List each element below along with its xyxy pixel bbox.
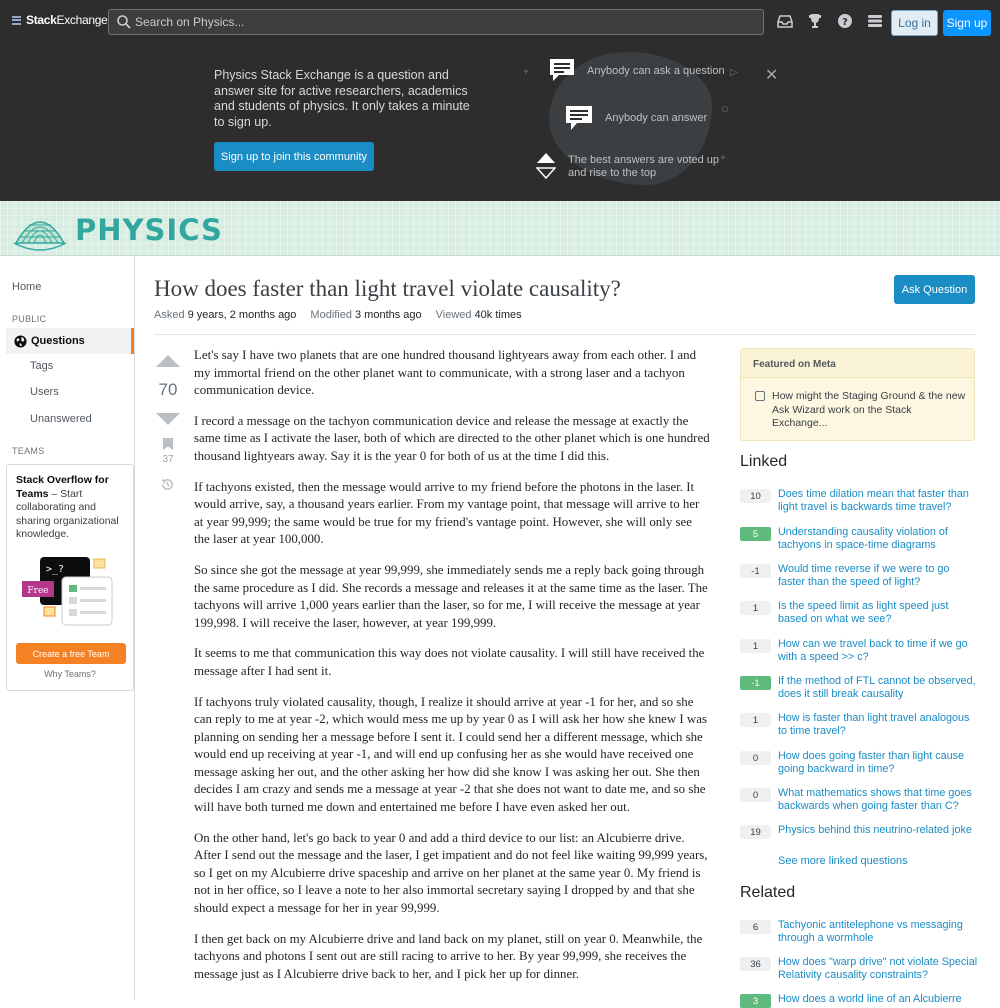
hero-description: Physics Stack Exchange is a question and answer site for active researchers, academics and students of physics. It only takes a minute to sign up.	[214, 68, 470, 129]
deco-circle: ○	[721, 101, 729, 116]
create-team-button[interactable]: Create a free Team	[16, 643, 126, 664]
question-link[interactable]: Physics behind this neutrino-related joke	[778, 824, 972, 836]
see-more-linked-link[interactable]: See more linked questions	[778, 855, 908, 867]
related-heading: Related	[740, 884, 796, 901]
question-title[interactable]: How does faster than light travel violate causality?	[154, 276, 621, 301]
score-badge: 10	[740, 489, 771, 503]
downvote-button[interactable]	[156, 413, 180, 425]
left-sidebar	[0, 256, 135, 1000]
answer-bubble-icon	[565, 105, 593, 131]
question-link[interactable]: Does time dilation mean that faster than light travel is backwards time travel?	[778, 488, 969, 514]
question-link[interactable]: How does going faster than light cause going backward in time?	[778, 750, 965, 776]
question-link[interactable]: Tachyonic antitelephone vs messaging through a wormhole	[778, 919, 963, 945]
deco-plus-2: +	[523, 67, 529, 78]
search-icon	[116, 14, 132, 30]
featured-meta-box	[740, 348, 975, 441]
nav-questions[interactable]	[6, 328, 134, 354]
nav-users[interactable]: Users	[30, 386, 59, 398]
featured-meta-link[interactable]: How might the Staging Ground & the new Ask Wizard work on the Stack Exchange...	[772, 390, 966, 429]
signup-hero	[0, 39, 1000, 201]
asked-info	[154, 309, 296, 321]
modified-value[interactable]: 3 months ago	[355, 309, 422, 321]
body-paragraph: Let's say I have two planets that are one hundred thousand lightyears away from each other. I and my immortal friend on the other planet want to communicate, with a strong laser and a tachyon communication device.	[194, 348, 697, 398]
why-teams-link[interactable]: Why Teams?	[44, 669, 96, 679]
body-paragraph: So since she got the message at year 99,999, she immediately sends me a reply back going through the same procedure as I did. She records a message and releases it at the same time as the laser. The tachyons will arrive 1,000 years earlier than the laser, so for me, I will receive the message at year 199,998. I will receive the laser, however, at year 199,999.	[194, 562, 708, 630]
viewed-info	[436, 309, 522, 321]
teams-description: – Start collaborating and sharing organizational knowledge.	[16, 487, 119, 540]
question-link[interactable]: Would time reverse if we were to go faster than the speed of light?	[778, 563, 950, 589]
help-icon[interactable]	[836, 12, 854, 30]
question-link[interactable]: How does "warp drive" not violate Special Relativity causality constraints?	[778, 956, 978, 982]
score-badge: 1	[740, 713, 771, 727]
modified-label: Modified	[310, 309, 352, 321]
nav-home[interactable]: Home	[12, 281, 42, 293]
body-paragraph: I then get back on my Alcubierre drive and land back on my planet, still on year 0. Meanwhile, the tachyons and photons I sent out are still racing to arrive to her. By year 99,999, she receives the message just as I Alcubierre drive back to her, and I pick her up for dinner.	[194, 931, 703, 981]
site-banner	[0, 201, 1000, 256]
signup-button[interactable]: Sign up	[943, 10, 991, 36]
score-badge: -1	[740, 676, 771, 690]
ask-question-button[interactable]: Ask Question	[894, 275, 975, 304]
body-paragraph: If tachyons truly violated causality, though, I realize it should arrive at year -1 for her, and so she can reply to me at year -2, which would mess me up by year 0 as I will ask her how she knew I was planning on sending her a message before I sent it. I could send her a different message, which she would end up receiving at year -1, and will end up confusing her as she would have received one message asking her out, and the other asking her how did she know I was asking her out. She then decides I am crazy and sends me a message at year -2 that she does not want to date me, and so she will have both turned me down and entertained me before I have even asked her out.	[194, 694, 707, 815]
body-paragraph: It seems to me that communication this way does not violate causality. I will still have received the message after I had sent it.	[194, 646, 705, 678]
teams-title: Stack Overflow for Teams	[16, 474, 109, 500]
inbox-icon[interactable]	[776, 12, 794, 30]
logo-text-exchange: Exchange	[56, 13, 108, 27]
feature-ask: Anybody can ask a question	[587, 65, 725, 77]
logo-text-stack: Stack	[26, 13, 57, 27]
score-badge: 6	[740, 920, 771, 934]
bookmark-icon[interactable]	[163, 438, 173, 450]
body-paragraph: On the other hand, let's go back to year 0 and add a third device to our list: an Alcubierre drive. After I send out the message and the laser, I get impatient and do not feel like waiting 99,999 years, so I get on my Alcubierre drive spaceship and arrive on her planet at the same year 0. My friend is not in her office, so I leave a note to her also immortal secretary saying I dropped by and that she should expect a message for her in year 99,999.	[194, 830, 708, 916]
question-link[interactable]: How can we travel back to time if we go with a speed >> c?	[778, 638, 968, 664]
score-badge: 5	[740, 527, 771, 541]
bookmark-count: 37	[162, 454, 174, 465]
teams-free-badge: Free	[27, 586, 49, 596]
search-box	[108, 9, 764, 35]
nav-teams-heading: TEAMS	[12, 446, 45, 456]
body-paragraph: I record a message on the tachyon communication device and release the message at exactly the same time as I activate the laser, both of which are directed to the other planet which is one hundred thousand lightyears away. Say it is the year 0 for both of us at the time I did this.	[194, 413, 710, 463]
score-badge: -1	[740, 564, 771, 578]
speech-bubble-icon	[549, 58, 575, 82]
deco-plus: +	[720, 153, 726, 164]
globe-icon	[14, 335, 27, 348]
site-title[interactable]: PHYSICS	[75, 213, 223, 247]
nav-tags[interactable]: Tags	[30, 360, 54, 372]
question-link[interactable]: Is the speed limit as light speed just based on what we see?	[778, 600, 949, 626]
feature-vote: The best answers are voted up and rise to the top	[568, 154, 720, 179]
asked-value[interactable]: 9 years, 2 months ago	[187, 309, 297, 321]
close-icon[interactable]: ✕	[765, 67, 779, 84]
feature-answer: Anybody can answer	[605, 112, 708, 124]
score-badge: 1	[740, 601, 771, 615]
asked-label: Asked	[154, 309, 185, 321]
body-paragraph: If tachyons existed, then the message would arrive to my friend before the photons in the laser. It would arrive, say, a thousand years earlier. From my vantage point, that message will arrive to her at year 99,999; the same would be true for my friend's vantage point. However, she will only see the laser at year 100,000.	[194, 479, 700, 547]
history-icon[interactable]	[160, 477, 175, 492]
modified-info	[310, 309, 421, 321]
header-divider	[154, 334, 975, 335]
teams-text	[16, 474, 128, 542]
vote-arrows-icon	[536, 152, 556, 180]
physics-globe-icon[interactable]	[12, 207, 68, 251]
score-badge: 0	[740, 788, 771, 802]
question-link[interactable]: How is faster than light travel analogous to time travel?	[778, 712, 970, 738]
top-bar	[0, 0, 1000, 39]
svg-text:>_?: >_?	[46, 564, 65, 575]
question-link[interactable]: How does a world line of an Alcubierre	[778, 993, 962, 1005]
nav-questions-label: Questions	[31, 335, 85, 347]
achievements-icon[interactable]	[806, 12, 824, 30]
stackexchange-logo[interactable]	[12, 13, 108, 27]
linked-heading: Linked	[740, 453, 788, 470]
search-input[interactable]	[135, 10, 755, 34]
meta-post-icon	[755, 391, 765, 401]
nav-public-heading: PUBLIC	[12, 314, 47, 324]
teams-promo	[6, 464, 134, 691]
stackexchange-icon	[12, 16, 21, 25]
question-link[interactable]: Understanding causality violation of tachyons in space-time diagrams	[778, 526, 948, 552]
teams-illustration	[20, 555, 120, 630]
svg-text:?: ?	[842, 17, 848, 28]
question-link[interactable]: What mathematics shows that time goes backwards when going faster than C?	[778, 787, 972, 813]
vote-count: 70	[158, 380, 178, 399]
deco-triangle: ▷	[730, 67, 738, 78]
score-badge: 19	[740, 825, 771, 839]
hero-signup-button[interactable]: Sign up to join this community	[214, 142, 374, 171]
upvote-button[interactable]	[156, 355, 180, 367]
question-link[interactable]: If the method of FTL cannot be observed, does it still break causality	[778, 675, 976, 701]
question-meta	[154, 309, 522, 321]
site-switcher-icon[interactable]	[866, 12, 884, 30]
viewed-label: Viewed	[435, 309, 472, 321]
featured-meta-heading: Featured on Meta	[741, 349, 974, 378]
nav-unanswered[interactable]: Unanswered	[30, 413, 92, 425]
score-badge: 1	[740, 639, 771, 653]
score-badge: 3	[740, 994, 771, 1008]
score-badge: 36	[740, 957, 771, 971]
login-button[interactable]: Log in	[891, 10, 938, 36]
viewed-value: 40k times	[474, 309, 522, 321]
question-body	[194, 347, 710, 996]
score-badge: 0	[740, 751, 771, 765]
